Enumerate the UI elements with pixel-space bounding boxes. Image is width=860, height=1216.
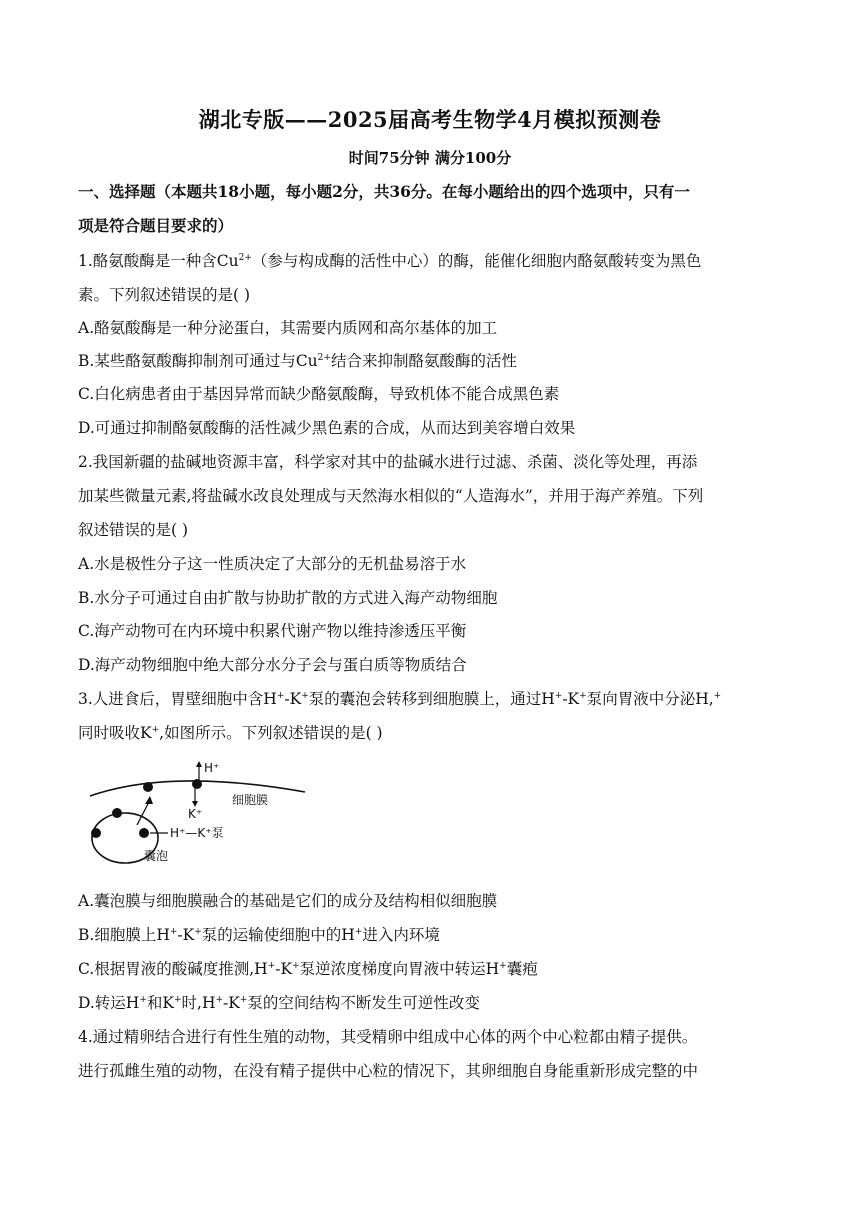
membrane-pump-dot-active [192, 779, 202, 789]
q1-option-c: C.白化病患者由于基因异常而缺少酪氨酸酶，导致机体不能合成黑色素 [78, 385, 560, 403]
q2-option-d: D.海产动物细胞中绝大部分水分子会与蛋白质等物质结合 [78, 656, 467, 674]
q2-option-b: B.水分子可通过自由扩散与协助扩散的方式进入海产动物细胞 [78, 589, 498, 607]
q2-option-c: C.海产动物可在内环境中积累代谢产物以维持渗透压平衡 [78, 622, 467, 640]
q1-stem-line1: 1.酪氨酸酶是一种含$Cu^{2+}$（参与构成酶的活性中心）的酶，能催化细胞内酪氨酸转变为黑色 [78, 252, 702, 270]
q4-stem-line2: 进行孤雌生殖的动物，在没有精子提供中心粒的情况下，其卵细胞自身能重新形成完整的中 [78, 1062, 699, 1080]
vesicle-pump-dot [112, 808, 122, 818]
h-label: H⁺ [204, 761, 220, 775]
membrane-label: 细胞膜 [232, 793, 269, 807]
vesicle-label: 囊泡 [144, 849, 169, 863]
q3-option-d: D.转运H+和K+时,H+-K+泵的空间结构不断发生可逆性改变 [78, 994, 480, 1012]
page-title: 湖北专版——2025届高考生物学4月模拟预测卷 [198, 107, 662, 132]
q3-stem-line1: 3.人进食后，胃壁细胞中含H+-K+泵的囊泡会转移到细胞膜上，通过H+-K+泵向胃液中分泌H,+ [78, 690, 722, 708]
section-heading-line2: 项是符合题目要求的） [78, 216, 234, 235]
q3-pump-diagram [80, 760, 310, 870]
q3-option-b: B.细胞膜上H+-K+泵的运输使细胞中的H+进入内环境 [78, 926, 440, 944]
pump-label: H⁺—K⁺泵 [170, 826, 224, 840]
h-out-arrowhead [196, 761, 202, 767]
vesicle-pump-dot [139, 828, 149, 838]
q4-stem-line1: 4.通过精卵结合进行有性生殖的动物，其受精卵中组成中心体的两个中心粒都由精子提供。 [78, 1028, 698, 1046]
page-subtitle: 时间75分钟 满分100分 [348, 149, 512, 167]
vesicle-transfer-arrowhead [145, 796, 153, 804]
q2-stem-line1: 2.我国新疆的盐碱地资源丰富，科学家对其中的盐碱水进行过滤、杀菌、淡化等处理，再添 [78, 453, 698, 471]
q2-stem-line3: 叙述错误的是( ) [78, 521, 189, 539]
q3-option-c: C.根据胃液的酸碱度推测,H+-K+泵逆浓度梯度向胃液中转运H+囊疱 [78, 960, 538, 978]
section-heading-line1: 一、选择题（本题共18小题，每小题2分，共36分。在每小题给出的四个选项中，只有一 [78, 182, 690, 201]
vesicle-pump-dot [91, 828, 101, 838]
k-label: K⁺ [188, 807, 203, 821]
q3-option-a: A.囊泡膜与细胞膜融合的基础是它们的成分及结构相似细胞膜 [78, 892, 498, 910]
q2-stem-line2: 加某些微量元素,将盐碱水改良处理成与天然海水相似的“人造海水”，并用于海产养殖。下列 [78, 487, 704, 505]
q3-stem-line2: 同时吸收K+,如图所示。下列叙述错误的是( ) [78, 724, 383, 742]
q1-option-d: D.可通过抑制酪氨酸酶的活性减少黑色素的合成，从而达到美容增白效果 [78, 419, 576, 437]
q2-option-a: A.水是极性分子这一性质决定了大部分的无机盐易溶于水 [78, 555, 467, 573]
q1-stem-line2: 素。下列叙述错误的是( ) [78, 286, 251, 304]
membrane-pump-dot [143, 782, 153, 792]
q1-option-b: B.某些酪氨酸酶抑制剂可通过与$Cu^{2+}$结合来抑制酪氨酸酶的活性 [78, 352, 517, 370]
q1-option-a: A.酪氨酸酶是一种分泌蛋白，其需要内质网和高尔基体的加工 [78, 319, 498, 337]
